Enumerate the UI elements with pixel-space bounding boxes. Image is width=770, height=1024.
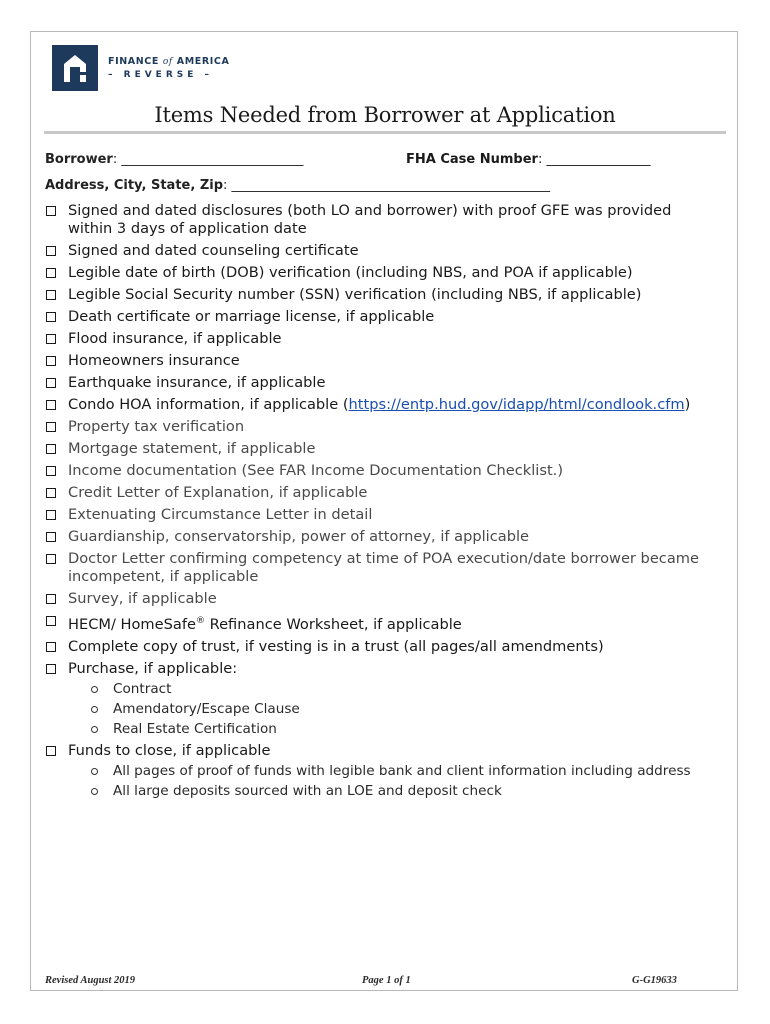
- sub-item: Contract: [90, 680, 715, 698]
- checklist-item: Funds to close, if applicable All pages of proof of funds with legible bank and client information including address All large deposits sourced with an LOE and deposit check: [45, 742, 715, 800]
- checklist-item: Condo HOA information, if applicable (https://entp.hud.gov/idapp/html/condlook.cfm): [45, 396, 715, 414]
- fha-blank: : ________________: [537, 152, 651, 167]
- checkbox-icon[interactable]: [46, 400, 56, 410]
- bullet-circle-icon: [91, 686, 98, 693]
- checklist-item: Guardianship, conservatorship, power of attorney, if applicable: [45, 528, 715, 546]
- bullet-circle-icon: [91, 788, 98, 795]
- checkbox-icon[interactable]: [46, 312, 56, 322]
- sub-item: Real Estate Certification: [90, 720, 715, 738]
- bullet-circle-icon: [91, 726, 98, 733]
- checklist-item: Complete copy of trust, if vesting is in a trust (all pages/all amendments): [45, 638, 715, 656]
- checklist-item: Homeowners insurance: [45, 352, 715, 370]
- address-field[interactable]: [45, 178, 550, 193]
- borrower-label: Borrower: [45, 152, 113, 167]
- checklist-item: Doctor Letter confirming competency at time of POA execution/date borrower became incompetent, if applicable: [45, 550, 715, 586]
- borrower-field[interactable]: [45, 152, 303, 167]
- sub-item: Amendatory/Escape Clause: [90, 700, 715, 718]
- checklist-item: HECM/ HomeSafe® Refinance Worksheet, if applicable: [45, 612, 715, 634]
- logo-wordmark: [108, 56, 229, 80]
- title-divider: [44, 131, 726, 134]
- footer-revised: Revised August 2019: [45, 975, 136, 986]
- checkbox-icon[interactable]: [46, 664, 56, 674]
- checklist-item: Credit Letter of Explanation, if applicable: [45, 484, 715, 502]
- checkbox-icon[interactable]: [46, 510, 56, 520]
- logo-mark-icon: [52, 45, 98, 91]
- logo-word-of: of: [162, 57, 173, 67]
- bullet-circle-icon: [91, 768, 98, 775]
- checkbox-icon[interactable]: [46, 466, 56, 476]
- checklist-item: Mortgage statement, if applicable: [45, 440, 715, 458]
- checkbox-icon[interactable]: [46, 532, 56, 542]
- logo-word-america: AMERICA: [176, 56, 230, 67]
- checkbox-icon[interactable]: [46, 746, 56, 756]
- checklist-item: Purchase, if applicable: Contract Amendatory/Escape Clause Real Estate Certification: [45, 660, 715, 738]
- checklist-item: Flood insurance, if applicable: [45, 330, 715, 348]
- fha-label: FHA Case Number: [406, 152, 538, 167]
- checkbox-icon[interactable]: [46, 594, 56, 604]
- checkbox-icon[interactable]: [46, 378, 56, 388]
- checkbox-icon[interactable]: [46, 444, 56, 454]
- checkbox-icon[interactable]: [46, 642, 56, 652]
- checklist-item: Income documentation (See FAR Income Documentation Checklist.): [45, 462, 715, 480]
- checkbox-icon[interactable]: [46, 422, 56, 432]
- sub-item: All large deposits sourced with an LOE and deposit check: [90, 782, 715, 800]
- borrower-blank: : ____________________________: [112, 152, 304, 167]
- sub-item: All pages of proof of funds with legible bank and client information including address: [90, 762, 715, 780]
- checklist-item: Death certificate or marriage license, if applicable: [45, 308, 715, 326]
- checklist-item: Legible Social Security number (SSN) verification (including NBS, if applicable): [45, 286, 715, 304]
- checkbox-icon[interactable]: [46, 356, 56, 366]
- address-blank: : _________________________________________________: [223, 178, 551, 193]
- checklist-item: Earthquake insurance, if applicable: [45, 374, 715, 392]
- purchase-sublist: [68, 680, 715, 738]
- bullet-circle-icon: [91, 706, 98, 713]
- checkbox-icon[interactable]: [46, 290, 56, 300]
- checklist-item: Legible date of birth (DOB) verification (including NBS, and POA if applicable): [45, 264, 715, 282]
- checkbox-icon[interactable]: [46, 206, 56, 216]
- checkbox-icon[interactable]: [46, 488, 56, 498]
- checkbox-icon[interactable]: [46, 334, 56, 344]
- checklist: [45, 202, 715, 804]
- address-label: Address, City, State, Zip: [45, 178, 224, 193]
- checkbox-icon[interactable]: [46, 246, 56, 256]
- fha-case-number-field[interactable]: [406, 152, 650, 167]
- funds-sublist: [68, 762, 715, 800]
- footer-form-code: G-G19633: [632, 975, 677, 986]
- company-logo: [52, 45, 229, 91]
- logo-word-reverse: – REVERSE –: [108, 70, 214, 80]
- page-title: Items Needed from Borrower at Application: [154, 103, 616, 127]
- checklist-item: Property tax verification: [45, 418, 715, 436]
- checkbox-icon[interactable]: [46, 616, 56, 626]
- checklist-item: Survey, if applicable: [45, 590, 715, 608]
- checklist-item: Extenuating Circumstance Letter in detail: [45, 506, 715, 524]
- checklist-item: Signed and dated disclosures (both LO and borrower) with proof GFE was provided within 3 days of application date: [45, 202, 715, 238]
- checklist-item: Signed and dated counseling certificate: [45, 242, 715, 260]
- checkbox-icon[interactable]: [46, 268, 56, 278]
- footer-page-number: Page 1 of 1: [362, 975, 411, 986]
- checkbox-icon[interactable]: [46, 554, 56, 564]
- condo-lookup-link[interactable]: https://entp.hud.gov/idapp/html/condlook.cfm: [348, 396, 685, 413]
- logo-word-finance: FINANCE: [108, 56, 159, 67]
